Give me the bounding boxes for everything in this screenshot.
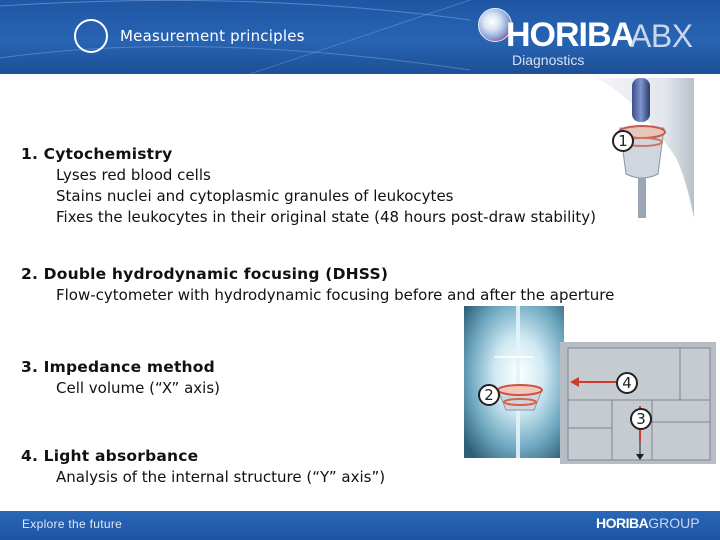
- section-heading: 1. Cytochemistry: [21, 145, 173, 163]
- section-line: Analysis of the internal structure (“Y” axis”): [56, 468, 386, 486]
- footer-tagline: Explore the future: [22, 517, 123, 531]
- section-line: Flow-cytometer with hydrodynamic focusing before and after the aperture: [56, 286, 615, 304]
- flow-cell-photo: [464, 306, 564, 458]
- section-line: Cell volume (“X” axis): [56, 379, 220, 397]
- section-impedance: [21, 357, 220, 399]
- badge-2: 2: [478, 384, 500, 406]
- group-suffix: GROUP: [648, 515, 700, 531]
- horiba-group-logo: [596, 515, 700, 531]
- logo-brand: HORIBA: [506, 16, 635, 54]
- page-title: Measurement principles: [120, 27, 305, 45]
- section-line: Stains nuclei and cytoplasmic granules of leukocytes: [56, 187, 454, 205]
- section-line: Fixes the leukocytes in their original state (48 hours post-draw stability): [56, 208, 597, 226]
- badge-1: 1: [612, 130, 634, 152]
- badge-4: 4: [616, 372, 638, 394]
- section-heading: 2. Double hydrodynamic focusing (DHSS): [21, 265, 389, 283]
- section-light-absorbance: [21, 446, 385, 488]
- section-heading: 3. Impedance method: [21, 358, 215, 376]
- section-heading: 4. Light absorbance: [21, 447, 199, 465]
- chamber-photo: [596, 78, 694, 218]
- horiba-abx-logo: [478, 6, 714, 70]
- section-cytochemistry: [21, 144, 596, 228]
- circle-icon: [74, 19, 108, 53]
- section-hydrodynamic-focusing: [21, 264, 614, 306]
- section-line: Lyses red blood cells: [56, 166, 211, 184]
- badge-3: 3: [630, 408, 652, 430]
- logo-subtitle: Diagnostics: [512, 52, 585, 68]
- header-bar: [0, 0, 720, 74]
- logo-brand-suffix: ABX: [630, 18, 693, 54]
- scatter-plot-image: [560, 342, 716, 464]
- footer-bar: [0, 511, 720, 540]
- group-brand: HORIBA: [596, 515, 649, 531]
- pointer-arrow: [570, 372, 620, 392]
